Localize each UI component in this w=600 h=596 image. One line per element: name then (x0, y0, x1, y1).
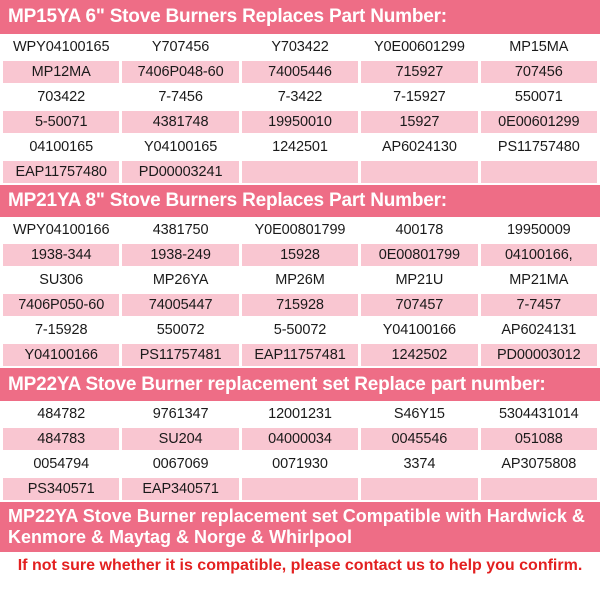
part-number-cell: 400178 (361, 219, 477, 241)
part-number-cell: 4381748 (122, 111, 238, 133)
part-number-cell: 74005446 (242, 61, 358, 83)
part-number-cell: 5-50071 (3, 111, 119, 133)
part-number-cell: MP26YA (122, 269, 238, 291)
part-number-cell: 484783 (3, 428, 119, 450)
part-number-cell: AP6024131 (481, 319, 597, 341)
section-title: MP22YA Stove Burner replacement set Replace part number: (8, 373, 546, 395)
part-number-cell: MP26M (242, 269, 358, 291)
part-number-cell: Y04100166 (3, 344, 119, 366)
part-number-cell: PS11757481 (122, 344, 238, 366)
part-number-cell (242, 478, 358, 500)
section-title: MP15YA 6" Stove Burners Replaces Part Number: (8, 6, 447, 27)
part-number-cell: 7-15928 (3, 319, 119, 341)
part-number-cell: 1242502 (361, 344, 477, 366)
part-number-cell: 0045546 (361, 428, 477, 450)
part-number-cell: 550072 (122, 319, 238, 341)
compatibility-banner (0, 502, 600, 552)
part-number-cell: 0E00801799 (361, 244, 477, 266)
part-number-cell: AP6024130 (361, 136, 477, 158)
part-number-cell: 1938-249 (122, 244, 238, 266)
part-number-cell: 5-50072 (242, 319, 358, 341)
section-header (0, 185, 600, 217)
part-number-cell: 4381750 (122, 219, 238, 241)
part-number-cell: 7-7457 (481, 294, 597, 316)
part-number-cell: PD00003241 (122, 161, 238, 183)
part-number-cell: PS340571 (3, 478, 119, 500)
part-number-cell: 04000034 (242, 428, 358, 450)
part-number-cell: 3374 (361, 453, 477, 475)
part-number-cell: 7-7456 (122, 86, 238, 108)
section-header (0, 0, 600, 34)
part-number-cell: 19950009 (481, 219, 597, 241)
part-number-cell: Y04100166 (361, 319, 477, 341)
part-number-cell: 715927 (361, 61, 477, 83)
part-number-cell: AP3075808 (481, 453, 597, 475)
part-number-cell: 1242501 (242, 136, 358, 158)
part-number-cell: Y707456 (122, 36, 238, 58)
part-number-cell: EAP11757481 (242, 344, 358, 366)
part-number-cell: 7-15927 (361, 86, 477, 108)
part-number-grid (0, 217, 600, 368)
part-number-cell: 04100166, (481, 244, 597, 266)
part-number-cell: 7-3422 (242, 86, 358, 108)
part-number-cell: SU204 (122, 428, 238, 450)
part-number-cell: MP21MA (481, 269, 597, 291)
part-number-cell: 0071930 (242, 453, 358, 475)
contact-note (0, 552, 600, 580)
part-number-grid (0, 34, 600, 185)
part-number-cell: 7406P048-60 (122, 61, 238, 83)
part-number-cell: 550071 (481, 86, 597, 108)
section-header (0, 368, 600, 401)
part-number-cell: 051088 (481, 428, 597, 450)
part-number-cell: SU306 (3, 269, 119, 291)
part-number-cell: EAP340571 (122, 478, 238, 500)
part-number-cell: MP21U (361, 269, 477, 291)
part-number-cell: 15928 (242, 244, 358, 266)
part-number-grid (0, 401, 600, 502)
part-number-cell: 707457 (361, 294, 477, 316)
contact-note-text: If not sure whether it is compatible, please contact us to help you confirm. (17, 557, 583, 574)
part-number-cell: 484782 (3, 403, 119, 425)
part-number-cell: 0054794 (3, 453, 119, 475)
part-number-cell: MP12MA (3, 61, 119, 83)
part-number-cell: Y0E00801799 (242, 219, 358, 241)
part-number-cell: 5304431014 (481, 403, 597, 425)
part-number-cell: 15927 (361, 111, 477, 133)
part-number-cell: PD00003012 (481, 344, 597, 366)
part-number-cell (481, 161, 597, 183)
part-number-cell: 12001231 (242, 403, 358, 425)
part-number-cell: 04100165 (3, 136, 119, 158)
part-number-cell: 19950010 (242, 111, 358, 133)
part-number-cell: MP15MA (481, 36, 597, 58)
part-number-cell: S46Y15 (361, 403, 477, 425)
part-number-cell: WPY04100166 (3, 219, 119, 241)
part-number-cell (361, 161, 477, 183)
part-number-cell: 9761347 (122, 403, 238, 425)
part-number-cell: 707456 (481, 61, 597, 83)
part-number-cell: WPY04100165 (3, 36, 119, 58)
part-number-cell: Y04100165 (122, 136, 238, 158)
part-number-cell: 7406P050-60 (3, 294, 119, 316)
part-number-cell: 74005447 (122, 294, 238, 316)
compatibility-text: MP22YA Stove Burner replacement set Compatible with Hardwick & Kenmore & Maytag & Norge & Whirlpool (8, 506, 585, 547)
part-number-cell: 0E00601299 (481, 111, 597, 133)
section-title: MP21YA 8" Stove Burners Replaces Part Number: (8, 190, 447, 211)
part-number-cell: 703422 (3, 86, 119, 108)
part-number-cell: Y703422 (242, 36, 358, 58)
part-number-cell: 1938-344 (3, 244, 119, 266)
part-number-cell: 715928 (242, 294, 358, 316)
part-number-cell: 0067069 (122, 453, 238, 475)
part-number-cell: PS11757480 (481, 136, 597, 158)
part-number-cell (481, 478, 597, 500)
part-number-cell (242, 161, 358, 183)
part-number-cell: Y0E00601299 (361, 36, 477, 58)
part-number-cell (361, 478, 477, 500)
part-number-cell: EAP11757480 (3, 161, 119, 183)
